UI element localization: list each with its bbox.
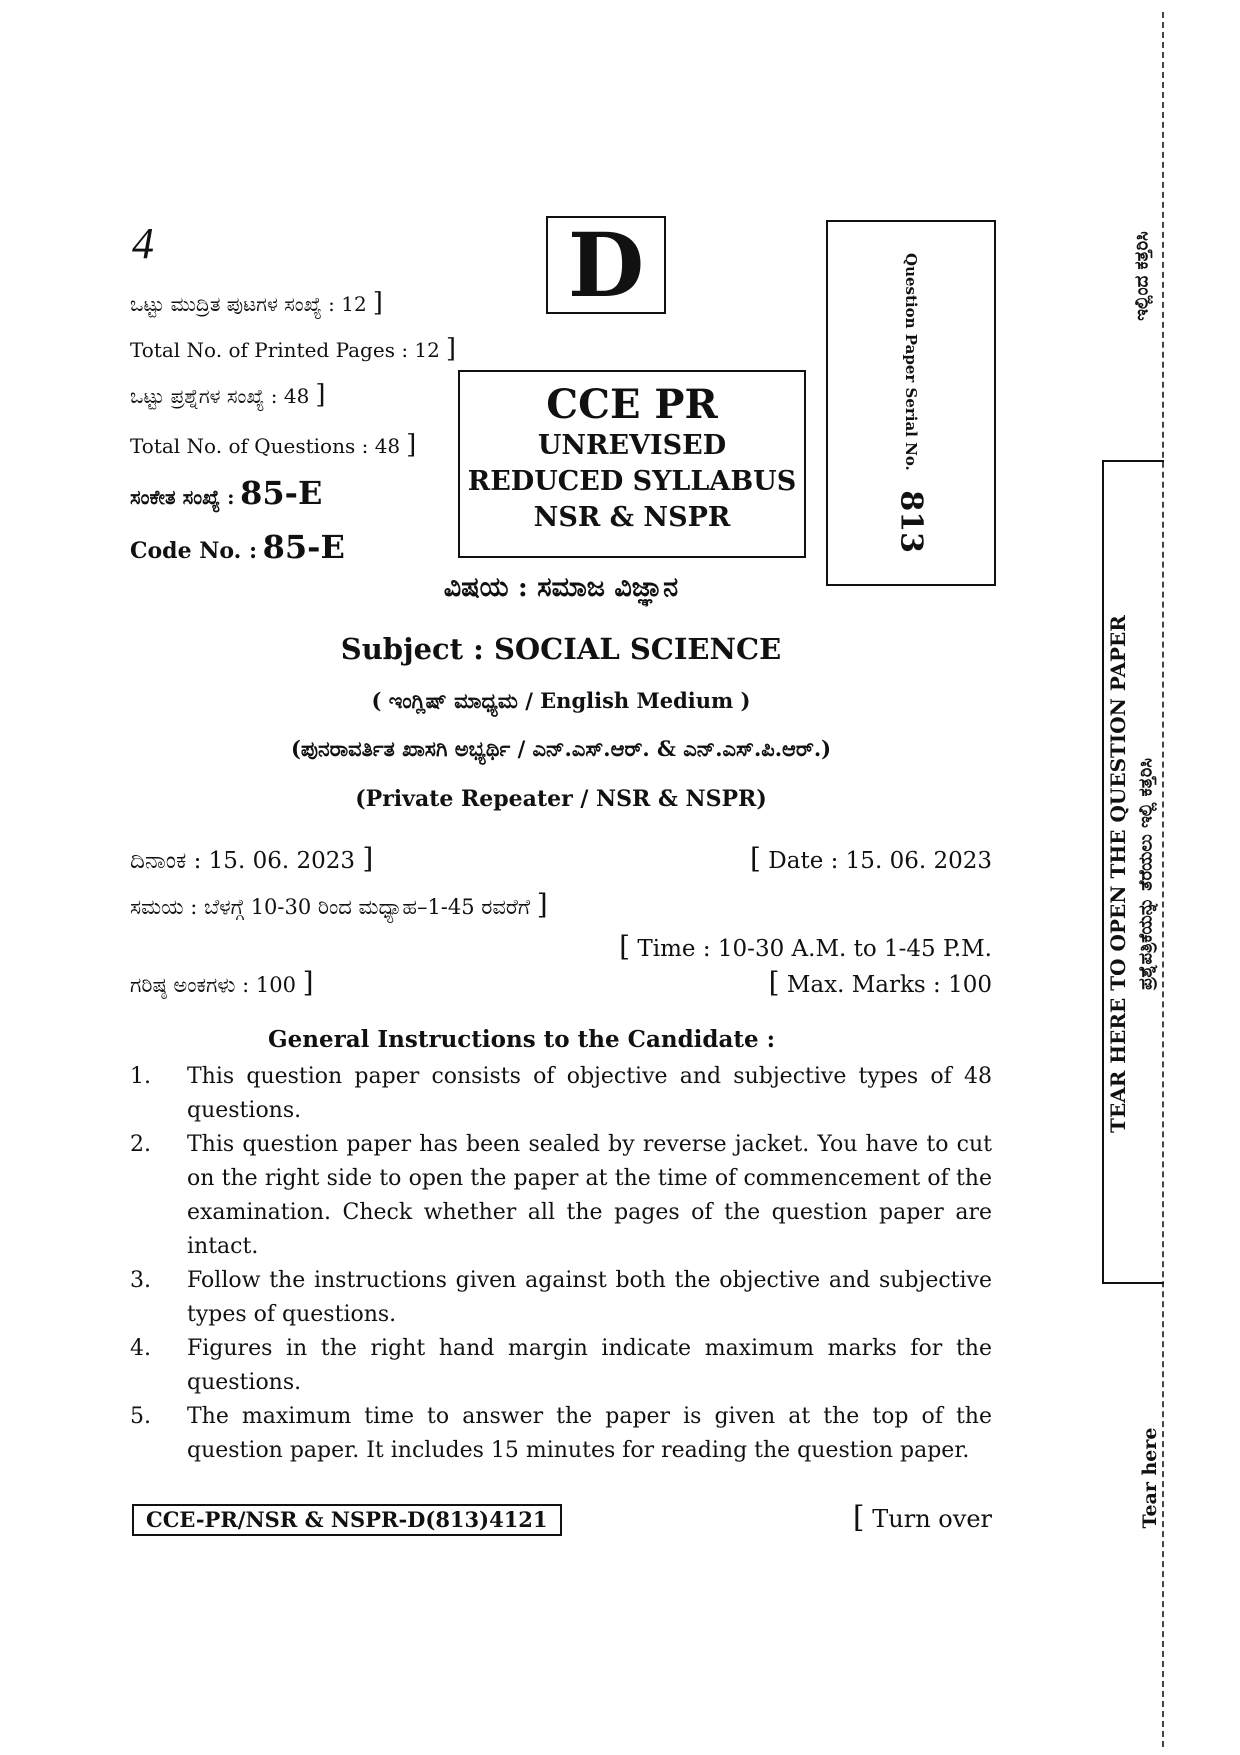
medium: ( ಇಂಗ್ಲಿಷ್ ಮಾಧ್ಯಮ / English Medium ): [371, 688, 751, 713]
category-kannada: (ಪುನರಾವರ್ತಿತ ಖಾಸಗಿ ಅಭ್ಯರ್ಥಿ / ಎನ್.ಎಸ್.ಆರ್. & ಎನ್.ಎಸ್.ಪಿ.ಆರ್.): [290, 736, 832, 761]
code-english: Code No. : 85-E: [130, 528, 345, 566]
tear-instruction-english: TEAR HERE TO OPEN THE QUESTION PAPER: [1106, 615, 1130, 1133]
subject-kannada: ವಿಷಯ : ಸಮಾಜ ವಿಜ್ಞಾನ: [443, 572, 679, 603]
total-questions-kannada: ಒಟ್ಟು ಪ್ರಶ್ನೆಗಳ ಸಂಖ್ಯೆ : 48 ]: [130, 380, 326, 410]
time-english: [ Time : 10-30 A.M. to 1-45 P.M.: [619, 930, 992, 963]
instruction-item: 2. This question paper has been sealed by reverse jacket. You have to cut on the right side to open the paper at the time of commencement of the examination. Check whether all the pages of the question paper are intact.: [130, 1132, 992, 1259]
instruction-item: 4. Figures in the right hand margin indicate maximum marks for the questions.: [130, 1336, 992, 1395]
page-number: 4: [132, 219, 154, 268]
serial-number-box: [826, 220, 996, 586]
instruction-item: 5. The maximum time to answer the paper is given at the top of the question paper. It includes 15 minutes for reading the question paper.: [130, 1404, 992, 1463]
tear-instruction-kannada: ಪ್ರಶ್ನೆಪತ್ರಿಕೆಯನ್ನು ತೆರೆಯಲು ಇಲ್ಲಿ ಕತ್ತರಿಸಿ: [1135, 758, 1157, 990]
exam-line-syllabus: REDUCED SYLLABUS: [467, 466, 797, 497]
date-kannada: ದಿನಾಂಕ : 15. 06. 2023 ]: [130, 842, 374, 875]
category-english: (Private Repeater / NSR & NSPR): [355, 786, 767, 812]
instruction-item: 1. This question paper consists of objective and subjective types of 48 questions.: [130, 1064, 992, 1123]
marks-kannada: ಗರಿಷ್ಠ ಅಂಕಗಳು : 100 ]: [130, 966, 314, 999]
turn-over: [ Turn over: [852, 1500, 992, 1535]
total-questions-english: Total No. of Questions : 48 ]: [130, 430, 417, 460]
exam-title: CCE PR: [546, 381, 718, 428]
time-kannada: ಸಮಯ : ಬೆಳಗ್ಗೆ 10-30 ರಿಂದ ಮಧ್ಯಾಹ–1-45 ರವರೆಗೆ ]: [130, 888, 548, 921]
exam-line-unrevised: UNREVISED: [537, 430, 727, 461]
cut-here-kannada: ಇಲ್ಲಿಂದ ಕತ್ತರಿಸಿ: [1131, 231, 1153, 321]
tear-here-label: Tear here: [1139, 1427, 1161, 1529]
exam-line-category: NSR & NSPR: [533, 502, 731, 533]
exam-type-box: [458, 370, 806, 558]
code-kannada: ಸಂಕೇತ ಸಂಖ್ಯೆ : 85-E: [130, 474, 323, 512]
serial-label: Question Paper Serial No.: [902, 253, 920, 471]
instructions-heading: General Instructions to the Candidate :: [268, 1026, 776, 1053]
paper-code: CCE-PR/NSR & NSPR-D(813)4121: [132, 1504, 562, 1536]
printed-pages-english: Total No. of Printed Pages : 12 ]: [130, 334, 457, 364]
version-letter-box: D: [546, 216, 666, 314]
marks-english: [ Max. Marks : 100: [768, 966, 992, 999]
printed-pages-kannada: ಒಟ್ಟು ಮುದ್ರಿತ ಪುಟಗಳ ಸಂಖ್ಯೆ : 12 ]: [130, 288, 383, 318]
serial-number: 813: [893, 490, 929, 553]
date-english: [ Date : 15. 06. 2023: [750, 842, 992, 875]
subject-english: Subject : SOCIAL SCIENCE: [340, 632, 782, 666]
instruction-item: 3. Follow the instructions given against both the objective and subjective types of questions.: [130, 1268, 992, 1327]
